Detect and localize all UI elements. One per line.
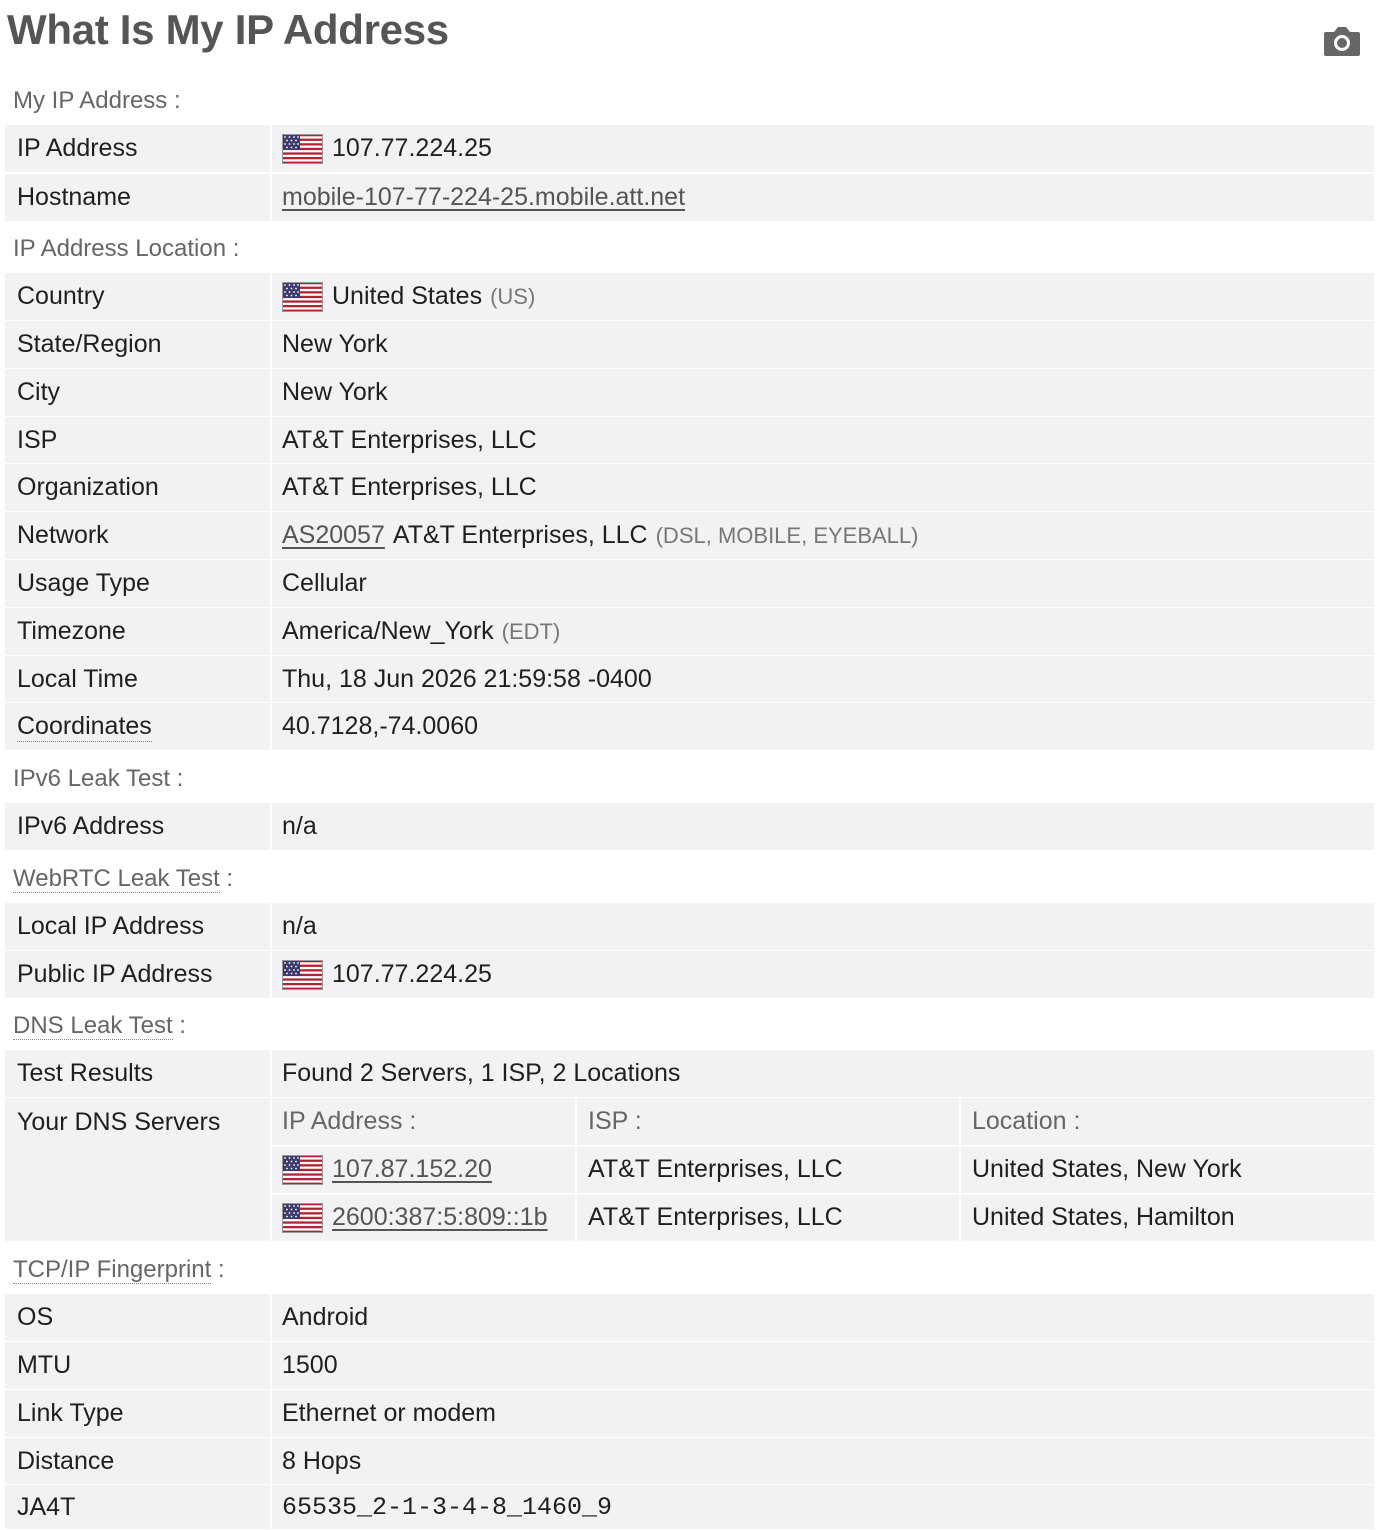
section-location: IP Address Location : (13, 235, 240, 262)
row-label: Timezone (17, 617, 126, 645)
row-label: Usage Type (17, 569, 150, 597)
row-value: AT&T Enterprises, LLC (282, 426, 537, 454)
row-label: Link Type (17, 1399, 124, 1427)
us-flag-icon (282, 1203, 323, 1233)
row-distance (5, 1438, 1374, 1485)
row-network (5, 512, 1374, 559)
section-ipv6: IPv6 Leak Test : (13, 765, 184, 792)
row-label: IPv6 Address (17, 812, 165, 840)
row-label: OS (17, 1303, 54, 1331)
row-label (5, 703, 270, 750)
row-value: Android (282, 1303, 369, 1331)
row-label: Network (17, 521, 109, 549)
section-dns (13, 1012, 186, 1040)
section-colon: : (172, 1012, 186, 1039)
us-flag-icon (282, 960, 323, 990)
row-state (5, 321, 1374, 368)
network-tags: (DSL, MOBILE, EYEBALL) (655, 522, 919, 548)
row-ja4t (5, 1485, 1374, 1529)
row-hostname (5, 174, 1374, 221)
country-value: United States (332, 282, 483, 310)
section-webrtc (13, 865, 233, 893)
row-value: 8 Hops (282, 1447, 362, 1475)
row-coordinates (5, 703, 1374, 750)
row-label: City (17, 378, 61, 406)
dns-servers-block (5, 1098, 1374, 1241)
section-colon: : (211, 1256, 225, 1283)
row-label: Country (17, 282, 105, 310)
row-value: AT&T Enterprises, LLC (282, 473, 537, 501)
row-label: Organization (17, 473, 159, 501)
row-label: Local Time (17, 665, 138, 693)
public-ip-value: 107.77.224.25 (332, 960, 492, 988)
tcp-title[interactable]: TCP/IP Fingerprint (13, 1256, 212, 1283)
coordinates-label[interactable]: Coordinates (17, 711, 152, 740)
row-label: Your DNS Servers (17, 1108, 221, 1136)
row-organization (5, 464, 1374, 511)
dns-server-ip (271, 1146, 575, 1193)
webrtc-title[interactable]: WebRTC Leak Test (13, 865, 220, 892)
dns-col-isp-header: ISP : (588, 1107, 642, 1135)
row-value: Thu, 18 Jun 2026 21:59:58 -0400 (282, 665, 652, 693)
dns-server-ip-link[interactable]: 2600:387:5:809::1b (332, 1203, 548, 1231)
row-value: New York (282, 330, 388, 358)
row-usage-type (5, 560, 1374, 607)
row-timezone (5, 608, 1374, 655)
row-value: New York (282, 378, 388, 406)
dns-col-ip-header: IP Address : (282, 1107, 417, 1135)
row-label: Hostname (17, 183, 131, 211)
ip-address-value: 107.77.224.25 (332, 134, 492, 162)
row-label: Test Results (17, 1059, 154, 1087)
country-code: (US) (490, 283, 536, 309)
row-test-results (5, 1050, 1374, 1097)
row-value: Ethernet or modem (282, 1399, 496, 1427)
us-flag-icon (282, 282, 323, 312)
dns-server-location: United States, New York (972, 1155, 1242, 1183)
row-value: Found 2 Servers, 1 ISP, 2 Locations (282, 1059, 681, 1087)
row-link-type (5, 1390, 1374, 1437)
section-my-ip: My IP Address : (13, 87, 181, 114)
row-value (271, 273, 1374, 320)
row-local-ip (5, 903, 1374, 950)
row-value: n/a (282, 812, 317, 840)
dns-server-isp: AT&T Enterprises, LLC (588, 1155, 843, 1183)
section-tcp (13, 1256, 225, 1284)
row-isp (5, 417, 1374, 464)
row-value (271, 512, 1374, 559)
hostname-link[interactable]: mobile-107-77-224-25.mobile.att.net (282, 183, 686, 211)
row-value: 40.7128,-74.0060 (282, 712, 479, 740)
row-value: n/a (282, 912, 317, 940)
row-value: Cellular (282, 569, 367, 597)
us-flag-icon (282, 134, 323, 164)
row-label: ISP (17, 426, 58, 454)
row-ipv6 (5, 803, 1374, 850)
row-ip-address (5, 125, 1374, 172)
timezone-abbr: (EDT) (501, 618, 561, 644)
row-city (5, 369, 1374, 416)
row-label: MTU (17, 1351, 72, 1379)
row-label: Public IP Address (17, 960, 213, 988)
row-local-time (5, 656, 1374, 703)
dns-col-location-header: Location : (972, 1107, 1081, 1135)
row-label: Distance (17, 1447, 115, 1475)
row-value (271, 125, 1374, 172)
row-value (271, 951, 1374, 998)
dns-server-ip (271, 1194, 575, 1241)
timezone-value: America/New_York (282, 617, 494, 645)
network-name: AT&T Enterprises, LLC (392, 521, 648, 549)
row-mtu (5, 1342, 1374, 1389)
camera-icon[interactable] (1322, 20, 1362, 60)
row-label: JA4T (17, 1492, 76, 1521)
row-value (271, 608, 1374, 655)
section-colon: : (219, 865, 234, 892)
row-label: IP Address (17, 134, 138, 162)
asn-link[interactable]: AS20057 (282, 521, 385, 549)
page-title: What Is My IP Address (7, 6, 449, 53)
row-public-ip (5, 951, 1374, 998)
dns-server-location: United States, Hamilton (972, 1203, 1235, 1231)
row-value: 1500 (282, 1351, 338, 1379)
row-value: 65535_2-1-3-4-8_1460_9 (282, 1492, 613, 1522)
row-country (5, 273, 1374, 320)
dns-server-isp: AT&T Enterprises, LLC (588, 1203, 843, 1231)
row-os (5, 1294, 1374, 1341)
us-flag-icon (282, 1155, 323, 1185)
dns-title[interactable]: DNS Leak Test (13, 1012, 173, 1039)
row-value (271, 174, 1374, 221)
row-label: Local IP Address (17, 912, 205, 940)
row-label: State/Region (17, 330, 162, 358)
dns-server-ip-link[interactable]: 107.87.152.20 (332, 1155, 492, 1183)
